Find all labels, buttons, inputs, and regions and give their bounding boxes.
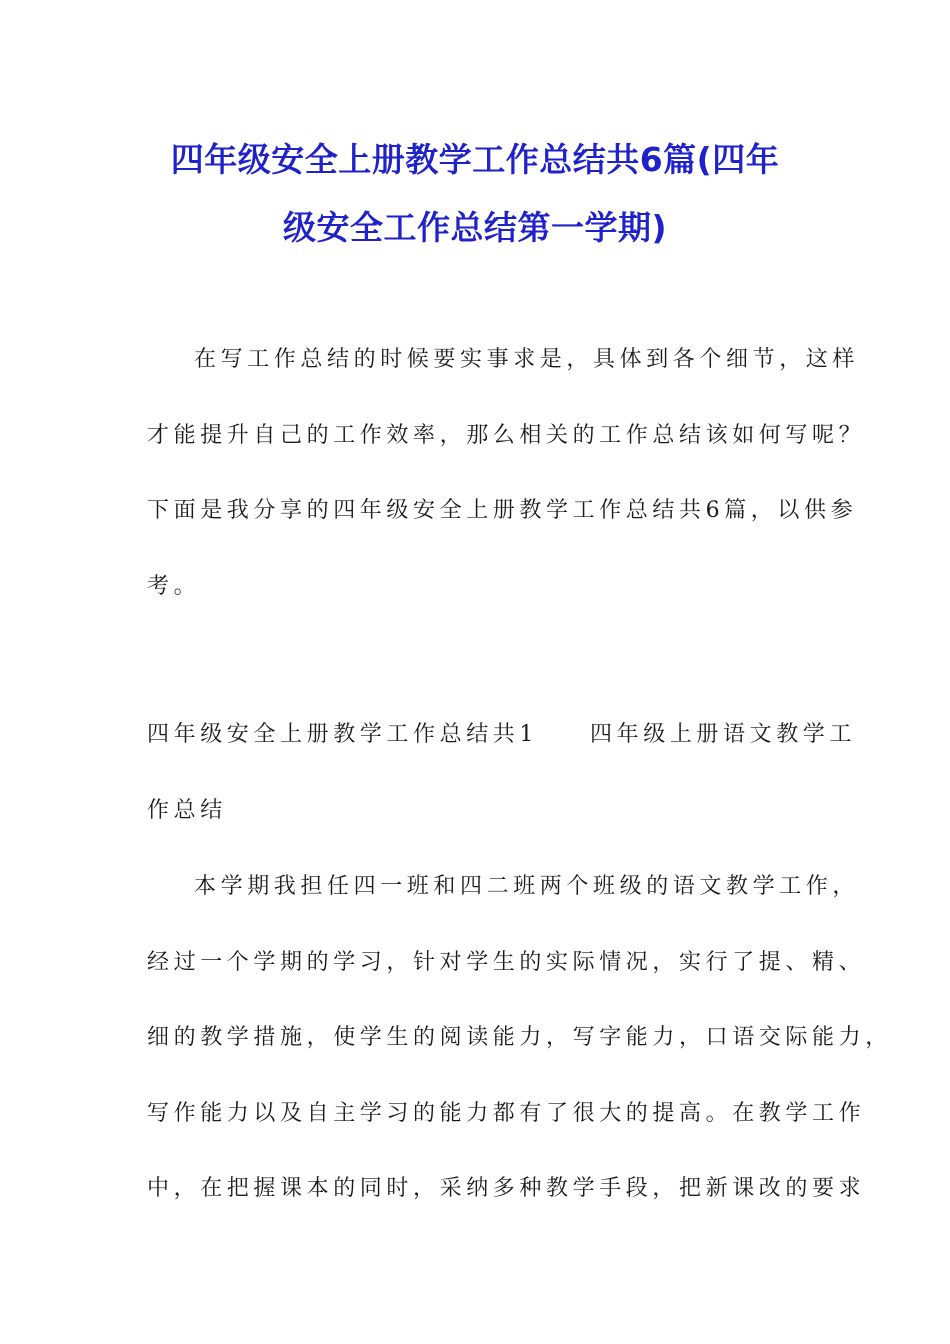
title-line-2: 级安全工作总结第一学期): [282, 208, 668, 247]
section-heading-line-1: [147, 697, 857, 773]
intro-paragraph: [147, 322, 866, 624]
body-paragraph: [147, 849, 892, 1227]
body-line-5: 中，在把握课本的同时，采纳多种教学手段，把新课改的要求: [147, 1176, 866, 1201]
body-line-2: 经过一个学期的学习，针对学生的实际情况，实行了提、精、: [147, 949, 866, 975]
intro-line-2: 才能提升自己的工作效率，那么相关的工作总结该如何写呢？: [147, 422, 866, 448]
intro-line-1: 在写工作总结的时候要实事求是，具体到各个细节，这样: [194, 347, 860, 372]
section-heading-line-2: 作总结: [147, 797, 227, 823]
body-line-1: 本学期我担任四一班和四二班两个班级的语文教学工作，: [194, 874, 860, 899]
section-heading: [147, 697, 857, 848]
body-line-3: 细的教学措施，使学生的阅读能力，写字能力，口语交际能力，: [147, 1025, 892, 1050]
intro-line-3: 下面是我分享的四年级安全上册教学工作总结共6篇，以供参: [147, 498, 858, 523]
section-heading-part-2: 四年级上册语文教学工: [590, 722, 857, 747]
intro-line-4: 考。: [147, 573, 201, 599]
body-line-4: 写作能力以及自主学习的能力都有了很大的提高。在教学工作: [147, 1100, 866, 1126]
title-line-1: 四年级安全上册教学工作总结共6篇(四年: [170, 140, 780, 179]
section-heading-part-1: 四年级安全上册教学工作总结共1: [147, 722, 538, 747]
document-title: [120, 126, 830, 262]
